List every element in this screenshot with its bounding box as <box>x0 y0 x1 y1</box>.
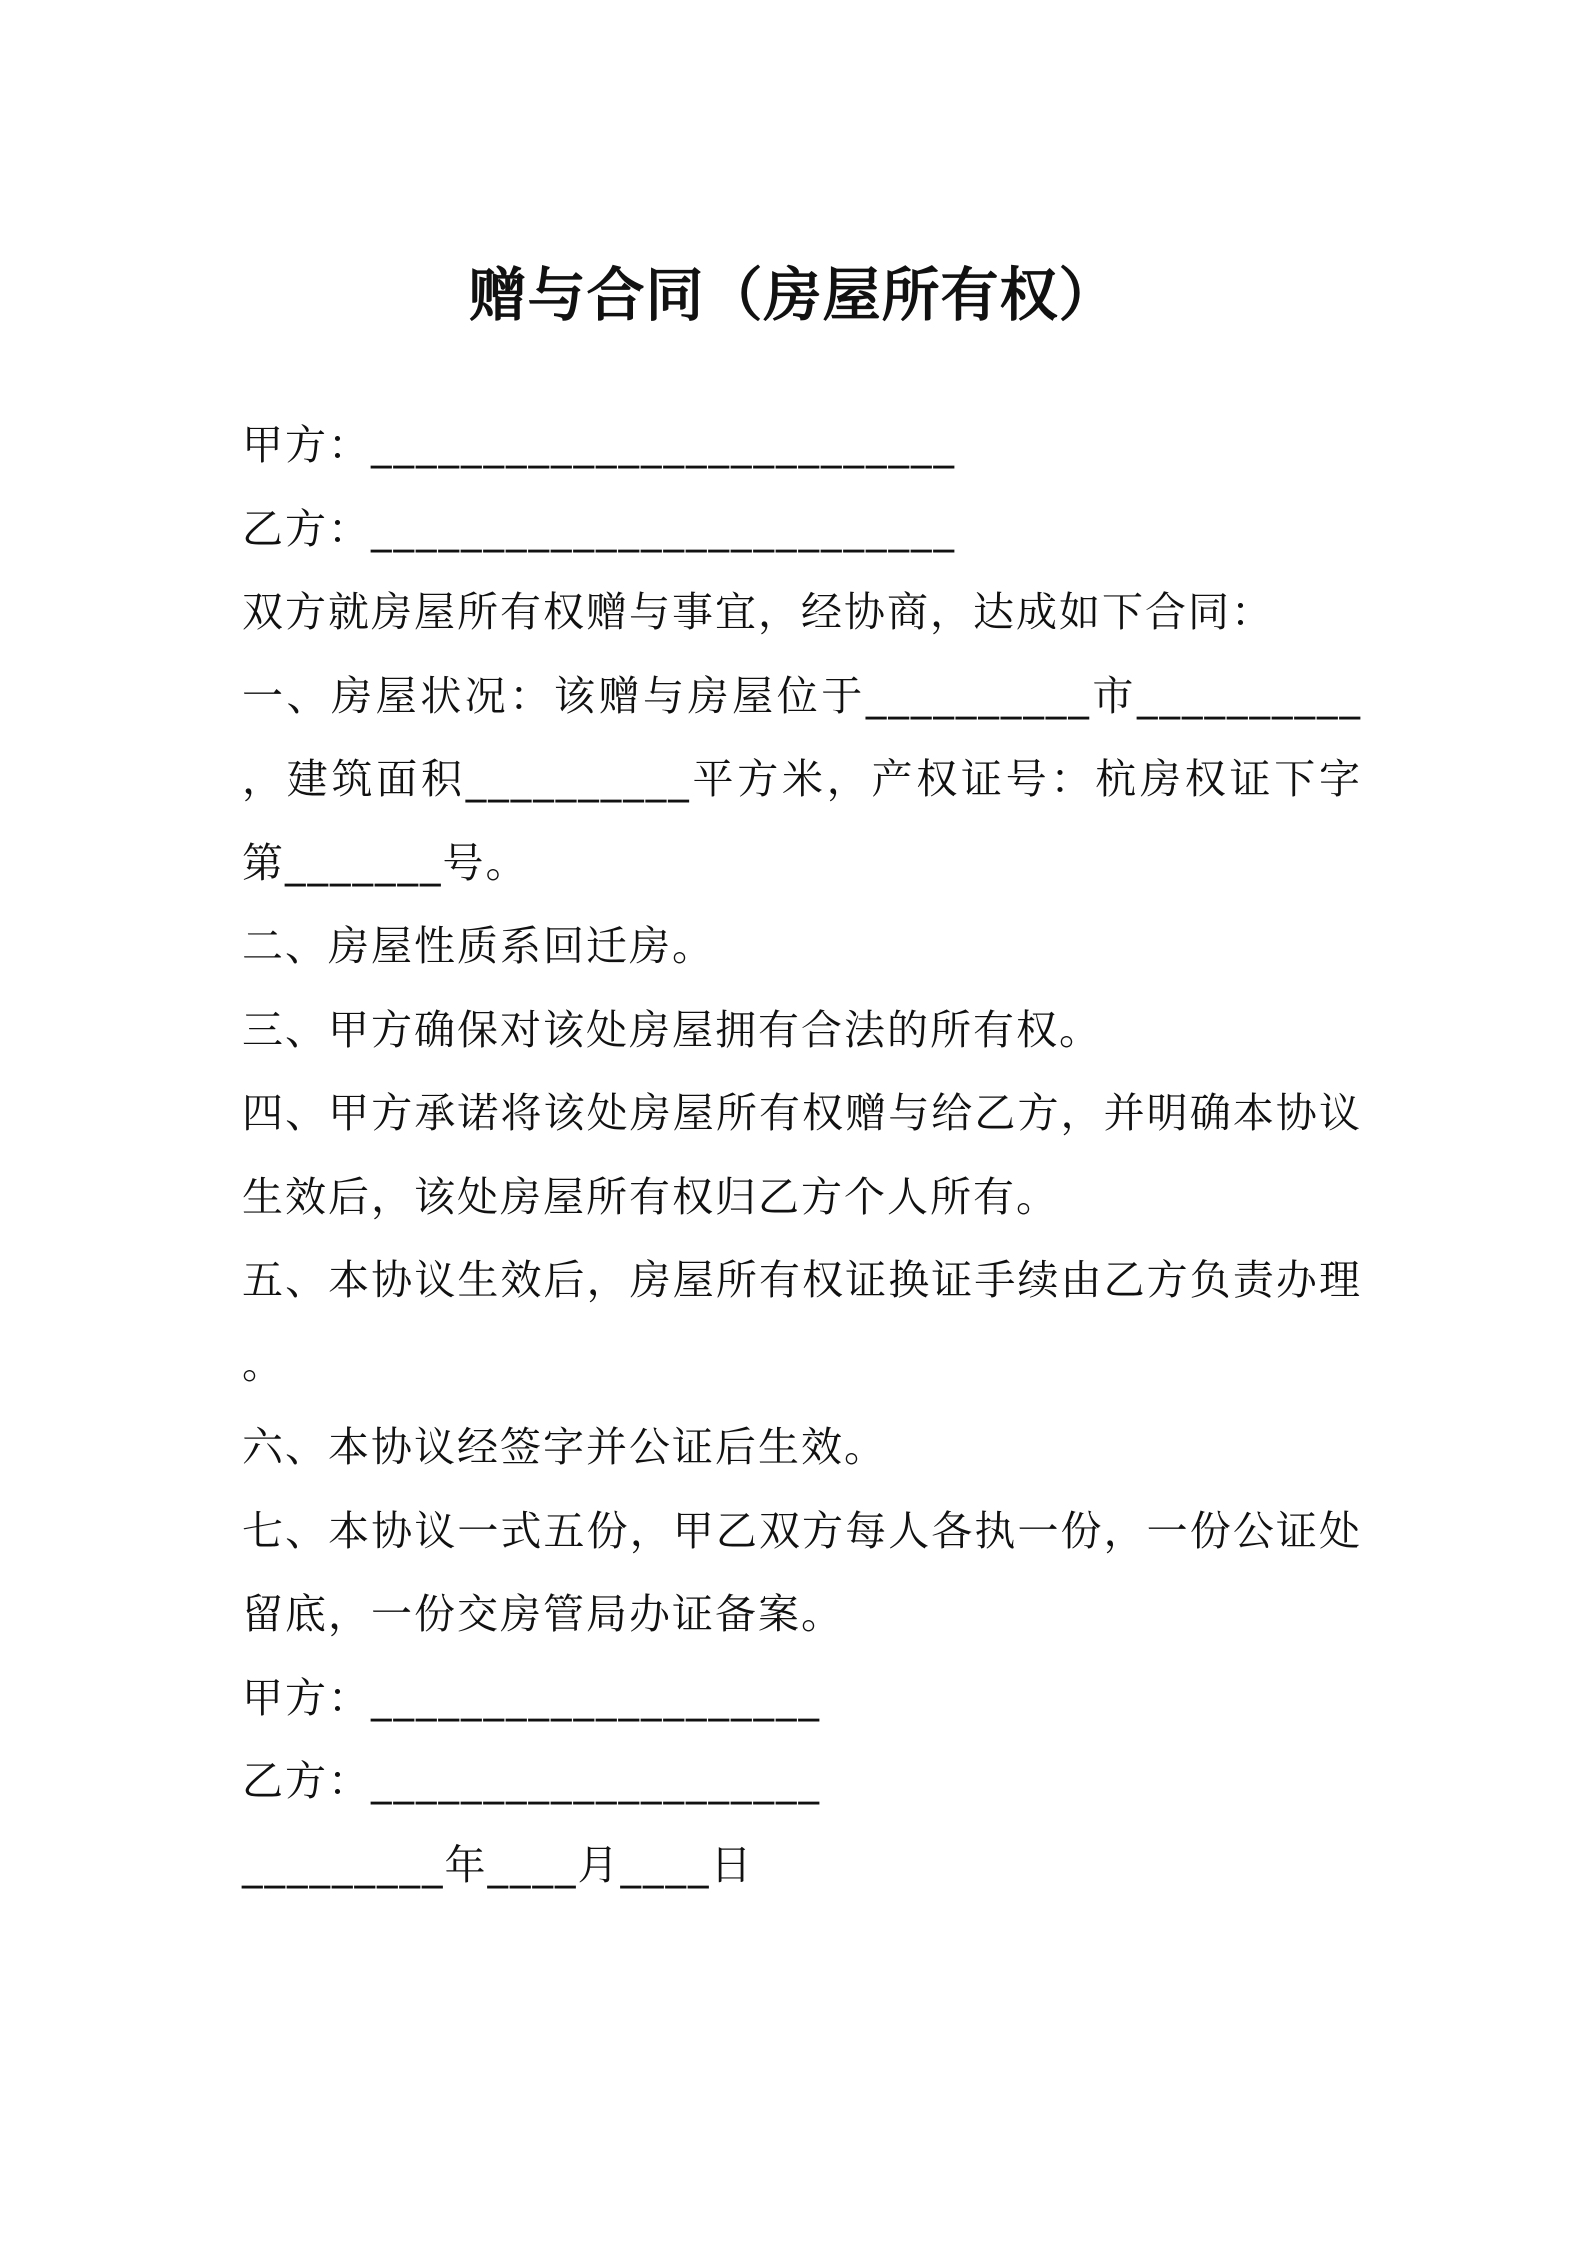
clause-3-line: 三、甲方确保对该处房屋拥有合法的所有权。 <box>242 1005 1102 1054</box>
clause-1-line-1: 一、房屋状况：该赠与房屋位于__________市__________ <box>242 671 1362 720</box>
clause-7-line-1: 七、本协议一式五份，甲乙双方每人各执一份，一份公证处 <box>242 1506 1362 1555</box>
clause-1-line-3: 第_______号。 <box>242 838 529 887</box>
signature-party-b: 乙方：____________________ <box>242 1757 821 1805</box>
clause-5-line-1: 五、本协议生效后，房屋所有权证换证手续由乙方负责办理 <box>242 1256 1362 1304</box>
party-a-line: 甲方：__________________________ <box>242 421 956 469</box>
clause-5-line-2: 。 <box>242 1339 285 1388</box>
party-b-line: 乙方：__________________________ <box>242 504 956 553</box>
clause-6-line: 六、本协议经签字并公证后生效。 <box>242 1423 887 1471</box>
signature-date: _________年____月____日 <box>242 1840 754 1889</box>
clause-2-line: 二、房屋性质系回迁房。 <box>242 922 715 970</box>
preamble-line: 双方就房屋所有权赠与事宜，经协商，达成如下合同： <box>242 588 1274 636</box>
document-title: 赠与合同（房屋所有权） <box>468 261 1118 329</box>
clause-4-line-1: 四、甲方承诺将该处房屋所有权赠与给乙方，并明确本协议 <box>242 1089 1362 1137</box>
signature-party-a: 甲方：____________________ <box>242 1673 821 1722</box>
document-body <box>242 404 1362 1907</box>
clause-7-line-2: 留底，一份交房管局办证备案。 <box>242 1590 844 1638</box>
clause-1-line-2: ，建筑面积__________平方米，产权证号：杭房权证下字 <box>242 755 1362 803</box>
clause-4-line-2: 生效后，该处房屋所有权归乙方个人所有。 <box>242 1172 1059 1221</box>
